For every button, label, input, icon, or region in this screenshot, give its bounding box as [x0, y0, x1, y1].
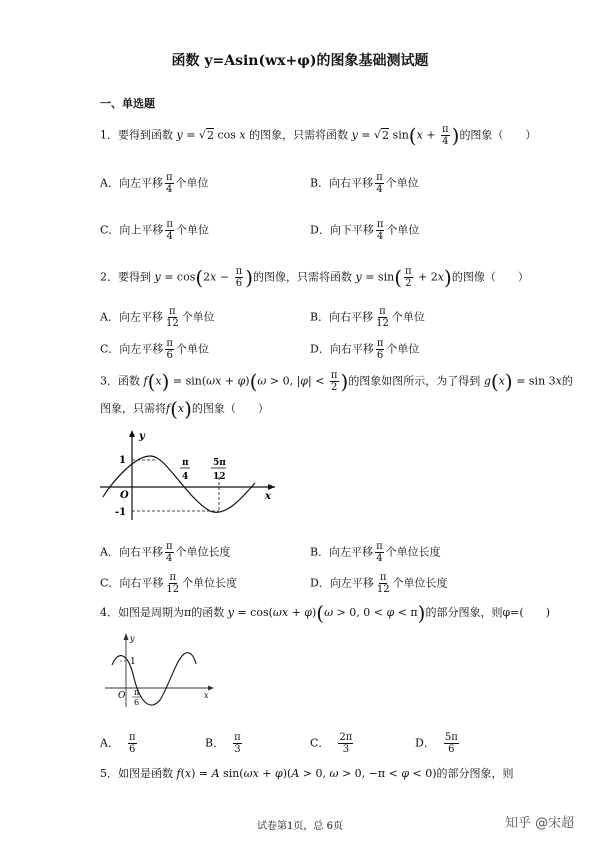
question-5: 5．如图是函数 f(x) = A sin(ωx + φ)(A > 0, ω > 0, −π < φ < 0)的部分图象，则	[100, 767, 514, 780]
q1-option-b: B．向右平移 $\frac{\pi}{4}$ 个单位	[310, 172, 419, 195]
q4-option-d: D． $\frac{5\pi}{6}$	[415, 732, 458, 755]
page-footer: 试卷第1页，总 6页	[257, 821, 343, 832]
question-2: 2．要得到 y = cos(2x − $\frac{\pi}{6}$ )的图像，只需将函数 y = sin( $\frac{\pi}{2}$ + 2x)的图像（ ）	[100, 265, 529, 290]
question-4: 4．如图是周期为π的函数 y = cos(ωx + φ)(ω > 0, 0 < φ < π)的部分图象，则φ=( )	[100, 601, 550, 625]
question-1: 1．要得到函数 y = √2 cos x 的图象，只需将函数 y = √2 sin(x + $\frac{\pi}{4}$ )的图象（ ）	[100, 123, 537, 148]
q2-option-c: C．向左平移 $\frac{\pi}{6}$ 个单位	[100, 338, 209, 361]
watermark: 知乎 @宋超	[505, 816, 575, 831]
q4-label-y1: 1	[130, 657, 136, 667]
question-3-line2: 图象，只需将f(x)的图象（ ）	[100, 397, 269, 421]
section-heading: 一、单选题	[100, 97, 155, 110]
q3-x-arrow	[268, 484, 275, 490]
q3-tick2-den: 12	[213, 472, 226, 482]
q3-tick1-num: π	[182, 458, 189, 468]
q1-option-d: D．向下平移 $\frac{\pi}{4}$ 个单位	[310, 219, 420, 242]
q3-option-a: A．向右平移 $\frac{\pi}{4}$ 个单位长度	[100, 541, 231, 564]
q3-tick1-den: 4	[182, 472, 189, 482]
q2-option-d: D．向右平移 $\frac{\pi}{6}$ 个单位	[310, 338, 420, 361]
q4-x-arrow	[208, 686, 214, 691]
q4-graph	[100, 630, 220, 710]
q3-option-c: C．向右平移 $\frac{\pi}{12}$ 个单位长度	[100, 572, 238, 595]
q3-y-arrow	[129, 430, 135, 437]
q1-option-a: A．向左平移 $\frac{\pi}{4}$ 个单位	[100, 172, 209, 195]
q3-graph	[95, 425, 285, 525]
q4-tick-num: π	[134, 688, 140, 697]
q3-option-b: B．向左平移 $\frac{\pi}{4}$ 个单位长度	[310, 541, 441, 564]
q3-label-y1: 1	[119, 455, 126, 466]
page-title: 函数 y=Asin(wx+φ)的图象基础测试题	[171, 53, 429, 69]
q1-option-c: C．向上平移 $\frac{\pi}{4}$ 个单位	[100, 219, 209, 242]
q3-tick2-num: 5π	[213, 458, 226, 468]
q2-option-b: B．向右平移 $\frac{\pi}{12}$ 个单位	[310, 306, 425, 329]
q2-option-a: A．向左平移 $\frac{\pi}{12}$ 个单位	[100, 306, 215, 329]
q4-option-b: B． $\frac{\pi}{3}$	[205, 732, 241, 755]
question-3: 3．函数 f(x) = sin(ωx + φ)(ω > 0, |φ| < $\frac{\pi}{2}$ )的图象如图所示，为了得到 g(x) = sin 3x的	[100, 369, 573, 394]
q4-y-arrow	[124, 633, 129, 640]
q3-label-x: x	[265, 491, 271, 502]
q3-label-yneg1: -1	[115, 507, 127, 518]
q3-label-y: y	[139, 431, 145, 442]
q4-label-x: x	[204, 691, 209, 700]
q4-label-origin: O	[118, 691, 126, 701]
q4-option-a: A． $\frac{\pi}{6}$	[100, 732, 136, 755]
q4-label-y: y	[130, 634, 135, 643]
q4-option-c: C． $\frac{2\pi}{3}$	[310, 732, 353, 755]
q3-label-origin: O	[120, 490, 129, 501]
q3-option-d: D．向左平移 $\frac{\pi}{12}$ 个单位长度	[310, 572, 448, 595]
q4-tick-den: 6	[134, 698, 140, 707]
